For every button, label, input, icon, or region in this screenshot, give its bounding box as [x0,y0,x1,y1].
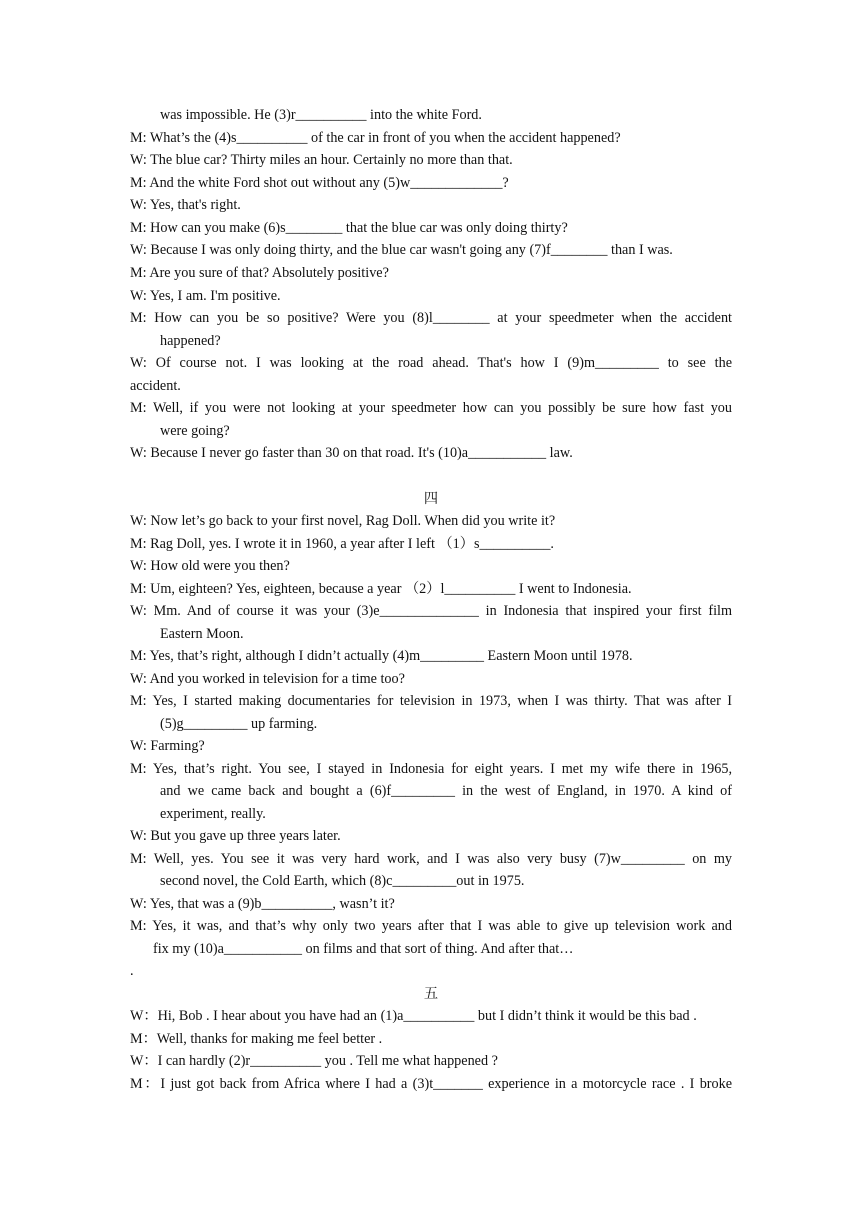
dialogue-line: W: Because I was only doing thirty, and the blue car wasn't going any (7)f________ than I was. [130,242,673,258]
dialogue-line: were going? [160,423,230,439]
dialogue-line: M: Yes, that’s right, although I didn’t actually (4)m_________ Eastern Moon until 1978. [130,648,633,664]
dialogue-line: M: Well, yes. You see it was very hard work, and I was also very busy (7)w_________ on my [130,851,732,867]
dialogue-line: W: Yes, that's right. [130,197,241,213]
section-heading: 五 [423,986,439,1002]
dialogue-line: M: Yes, that’s right. You see, I stayed in Indonesia for eight years. I met my wife there in 1965, [130,761,732,777]
dialogue-line: M: What’s the (4)s__________ of the car in front of you when the accident happened? [130,130,621,146]
dialogue-line: W: Farming? [130,738,205,754]
dialogue-line: W: Now let’s go back to your first novel, Rag Doll. When did you write it? [130,513,556,529]
dialogue-line: Eastern Moon. [160,626,244,642]
dialogue-line: M: How can you be so positive? Were you (8)l________ at your speedmeter when the accident [130,310,732,326]
stray-period: . [130,963,134,979]
dialogue-line: M: How can you make (6)s________ that the blue car was only doing thirty? [130,220,568,236]
dialogue-line: M: Yes, it was, and that’s why only two years after that I was able to give up television work and [130,918,732,934]
dialogue-line: was impossible. He (3)r__________ into the white Ford. [160,107,482,123]
dialogue-line: W: How old were you then? [130,558,290,574]
dialogue-line: second novel, the Cold Earth, which (8)c_________out in 1975. [160,873,525,889]
dialogue-line: W: Because I never go faster than 30 on that road. It's (10)a___________ law. [130,445,573,461]
dialogue-line: M: Well, if you were not looking at your speedmeter how can you possibly be sure how fast you [130,400,732,416]
dialogue-line: happened? [160,333,221,349]
dialogue-line: M: Rag Doll, yes. I wrote it in 1960, a year after I left （1）s__________. [130,536,554,552]
section-heading: 四 [423,491,439,507]
dialogue-line: W：Hi, Bob . I hear about you have had an (1)a__________ but I didn’t think it would be this bad . [130,1008,697,1024]
dialogue-line: W：I can hardly (2)r__________ you . Tell me what happened ? [130,1053,498,1069]
dialogue-line: M：I just got back from Africa where I had a (3)t_______ experience in a motorcycle race . I broke [130,1076,732,1092]
dialogue-line: M: Are you sure of that? Absolutely positive? [130,265,389,281]
dialogue-line: M：Well, thanks for making me feel better . [130,1031,383,1047]
dialogue-line: accident. [130,378,181,394]
dialogue-line: W: And you worked in television for a time too? [130,671,405,687]
dialogue-line: and we came back and bought a (6)f_________ in the west of England, in 1970. A kind of [160,783,732,799]
dialogue-line: W: But you gave up three years later. [130,828,341,844]
dialogue-line: W: Yes, I am. I'm positive. [130,288,281,304]
dialogue-line: M: Um, eighteen? Yes, eighteen, because a year （2）l__________ I went to Indonesia. [130,581,632,597]
dialogue-line: (5)g_________ up farming. [160,716,318,732]
dialogue-line: W: Yes, that was a (9)b__________, wasn’t it? [130,896,395,912]
dialogue-line: W: Mm. And of course it was your (3)e______________ in Indonesia that inspired your first film [130,603,732,619]
dialogue-line: fix my (10)a___________ on films and that sort of thing. And after that… [153,941,574,957]
dialogue-line: W: The blue car? Thirty miles an hour. Certainly no more than that. [130,152,513,168]
dialogue-line: M: Yes, I started making documentaries for television in 1973, when I was thirty. That was after I [130,693,732,709]
dialogue-line: W: Of course not. I was looking at the road ahead. That's how I (9)m_________ to see the [130,355,732,371]
dialogue-line: M: And the white Ford shot out without any (5)w_____________? [130,175,509,191]
dialogue-line: experiment, really. [160,806,266,822]
